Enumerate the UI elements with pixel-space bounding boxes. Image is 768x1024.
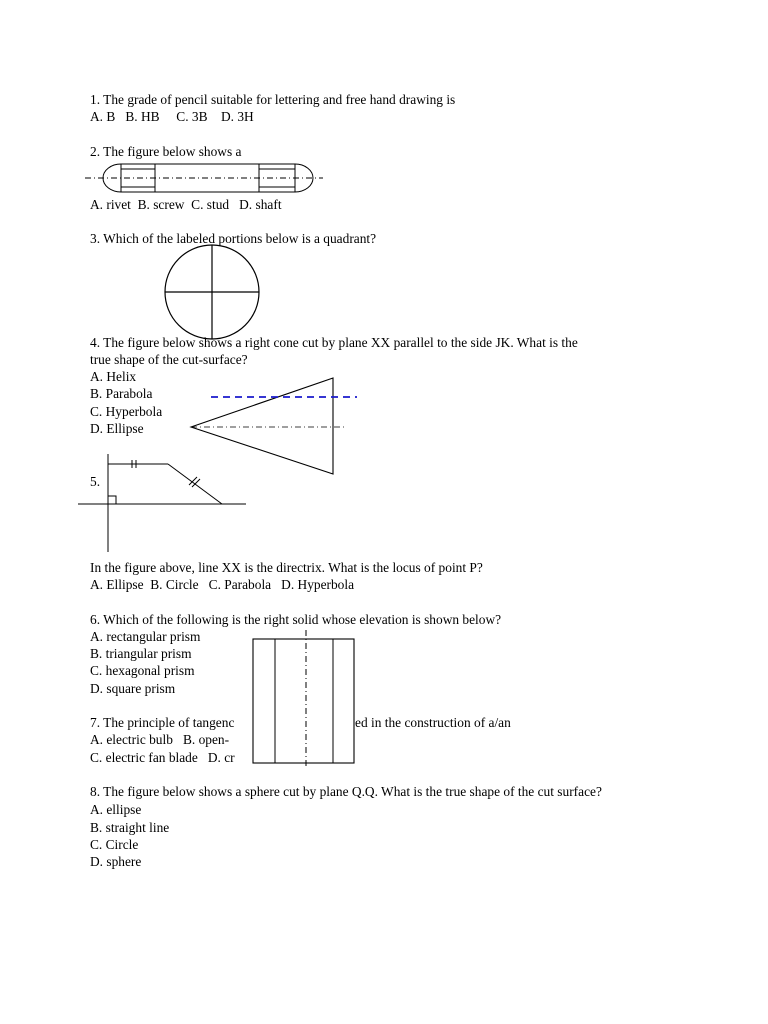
q6-prism-elevation-figure bbox=[252, 630, 356, 766]
q7-options-line-2: C. electric fan blade D. cr bbox=[90, 750, 235, 765]
q6-option-c: C. hexagonal prism bbox=[90, 663, 195, 678]
q6-option-a: A. rectangular prism bbox=[90, 629, 201, 644]
q8-stem: 8. The figure below shows a sphere cut by plane Q.Q. What is the true shape of the cut surface? bbox=[90, 784, 602, 799]
q8-option-b: B. straight line bbox=[90, 820, 170, 835]
q7-options-line-1: A. electric bulb B. open- bbox=[90, 732, 230, 747]
q2-options: A. rivet B. screw C. stud D. shaft bbox=[90, 197, 282, 212]
q3-stem: 3. Which of the labeled portions below is a quadrant? bbox=[90, 231, 377, 246]
q7-stem-right: ed in the construction of a/an bbox=[355, 715, 511, 730]
q5-directrix-figure bbox=[78, 452, 248, 554]
q6-option-d: D. square prism bbox=[90, 681, 176, 696]
q6-option-b: B. triangular prism bbox=[90, 646, 192, 661]
q7-stem-left: 7. The principle of tangenc bbox=[90, 715, 235, 730]
q8-option-d: D. sphere bbox=[90, 854, 142, 869]
q2-stem: 2. The figure below shows a bbox=[90, 144, 242, 159]
q4-option-d: D. Ellipse bbox=[90, 421, 144, 436]
q6-stem: 6. Which of the following is the right solid whose elevation is shown below? bbox=[90, 612, 502, 627]
q4-option-a: A. Helix bbox=[90, 369, 137, 384]
q4-option-b: B. Parabola bbox=[90, 386, 153, 401]
q1-options: A. B B. HB C. 3B D. 3H bbox=[90, 109, 254, 124]
q4-stem-line-1: 4. The figure below shows a right cone cut by plane XX parallel to the side JK. What is the bbox=[90, 335, 578, 350]
q4-stem-line-2: true shape of the cut-surface? bbox=[90, 352, 248, 367]
q5-number: 5. bbox=[90, 474, 101, 489]
q5-options: A. Ellipse B. Circle C. Parabola D. Hyperbola bbox=[90, 577, 355, 592]
q1-stem: 1. The grade of pencil suitable for lettering and free hand drawing is bbox=[90, 92, 456, 107]
q5-stem: In the figure above, line XX is the directrix. What is the locus of point P? bbox=[90, 560, 483, 575]
q8-option-c: C. Circle bbox=[90, 837, 139, 852]
q4-option-c: C. Hyperbola bbox=[90, 404, 163, 419]
q8-option-a: A. ellipse bbox=[90, 802, 142, 817]
q2-rivet-figure bbox=[85, 160, 325, 196]
